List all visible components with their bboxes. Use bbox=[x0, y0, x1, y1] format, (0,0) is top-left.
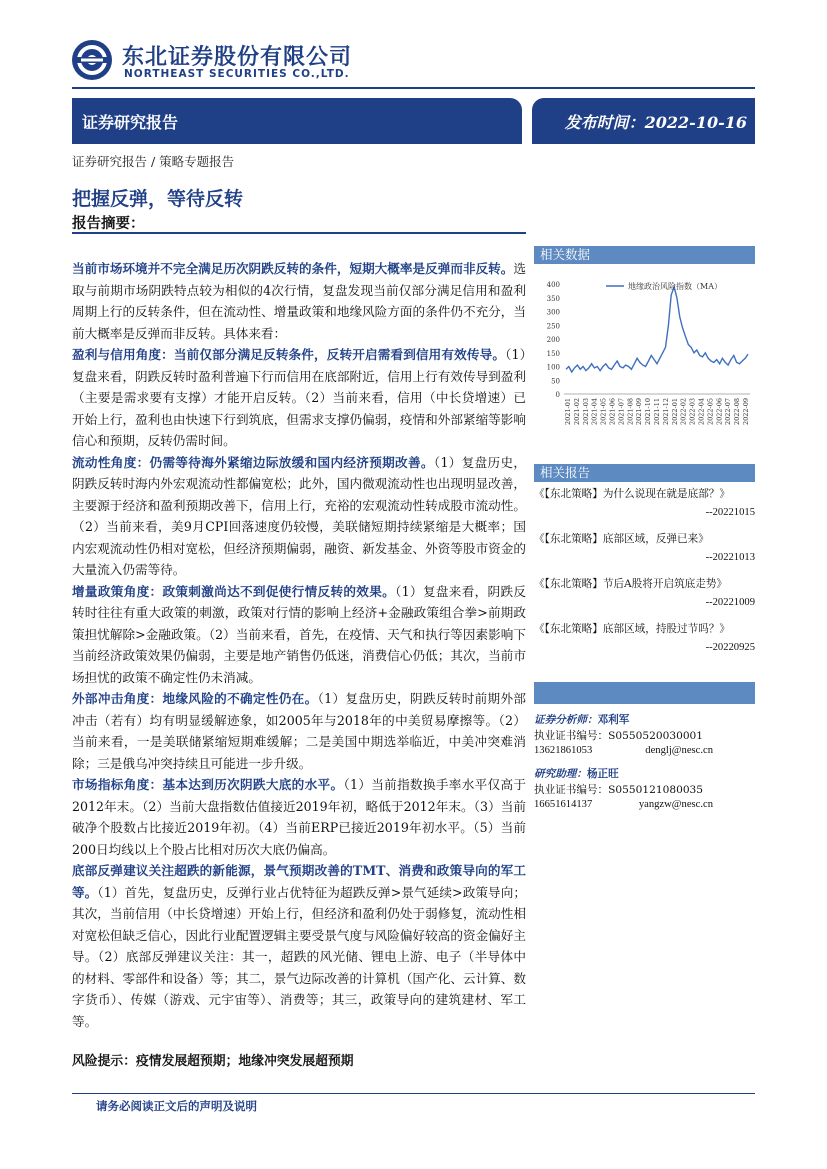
assistant-contact bbox=[534, 799, 755, 817]
y-tick-label: 0 bbox=[555, 391, 560, 399]
list-item[interactable] bbox=[534, 572, 755, 617]
x-tick-label: 2021-05 bbox=[599, 398, 608, 426]
x-tick-label: 2022-04 bbox=[697, 398, 706, 426]
paragraph-lead: 增量政策角度：政策刺激尚达不到促使行情反转的效果。 bbox=[72, 583, 396, 599]
footer-disclaimer: 请务必阅读正文后的声明及说明 bbox=[96, 1099, 257, 1113]
report-type-label: 证券研究报告 bbox=[82, 113, 179, 132]
x-tick-label: 2022-02 bbox=[679, 398, 688, 426]
abstract-paragraph bbox=[72, 774, 526, 860]
assistant-block bbox=[534, 766, 755, 817]
x-tick-label: 2021-03 bbox=[581, 398, 590, 426]
assistant-cert: 执业证书编号：S0550121080035 bbox=[534, 784, 704, 796]
related-report-date: --20221015 bbox=[705, 507, 755, 518]
series-line bbox=[566, 287, 748, 372]
x-tick-label: 2021-04 bbox=[590, 398, 599, 426]
assistant-label: 研究助理： bbox=[534, 768, 587, 780]
x-tick-label: 2022-05 bbox=[706, 398, 715, 426]
x-tick-label: 2022-01 bbox=[670, 398, 679, 426]
related-data-heading: 相关数据 bbox=[534, 246, 755, 264]
x-tick-label: 2021-10 bbox=[644, 398, 653, 426]
abstract-heading: 报告摘要： bbox=[72, 215, 145, 232]
y-tick-label: 200 bbox=[546, 336, 560, 344]
paragraph-lead: 市场指标角度：基本达到历次阴跌大底的水平。 bbox=[72, 777, 344, 792]
analyst-email[interactable]: denglj@nesc.cn bbox=[645, 745, 713, 756]
abstract-paragraph bbox=[72, 344, 526, 452]
header-divider bbox=[72, 87, 755, 89]
paragraph-text: （1）当前指数换手率水平仅高于2012年末。（2）当前大盘指数估值接近2019年初，略低于2012年末。（3）当前破净个股数占比接近2019年初。（4）当前ERP已接近2019年初水平。（5）当前200日均线以上个股占比相对历次大底仍偏高。 bbox=[72, 777, 527, 857]
related-reports-list bbox=[534, 482, 755, 662]
analyst-block bbox=[534, 712, 755, 763]
x-tick-label: 2022-08 bbox=[733, 398, 742, 426]
x-tick-label: 2022-03 bbox=[688, 398, 697, 426]
paragraph-lead: 盈利与信用角度：当前仅部分满足反转条件，反转开启需看到信用有效传导。 bbox=[72, 347, 506, 362]
x-tick-label: 2021-11 bbox=[653, 398, 661, 426]
x-tick-label: 2022-09 bbox=[742, 398, 750, 426]
x-tick-label: 2022-06 bbox=[715, 398, 724, 426]
assistant-phone: 16651614137 bbox=[534, 799, 593, 810]
paragraph-text: （1）首先，复盘历史，反弹行业占优特征为超跌反弹>景气延续>政策导向；其次，当前信用（中长贷增速）开始上行，但经济和盈利仍处于弱修复，流动性相对宽松但缺乏信心，因此行业配置逻辑主要受景气度与风险偏好较高的资金偏好主导。（2）底部反弹建议关注：其一，超跌的风光储、锂电上游、电子（半导体中的材料、零部件和设备）等；其二，景气边际改善的计算机（国产化、云计算、数字货币）、传媒（游戏、元宇宙等）、消费等；其三，政策导向的建筑建材、军工等。 bbox=[72, 884, 526, 1029]
chart-svg bbox=[534, 272, 755, 450]
footer-divider bbox=[72, 1093, 755, 1094]
abstract-paragraph bbox=[72, 258, 526, 344]
analyst-cert: 执业证书编号：S0550520030001 bbox=[534, 730, 704, 742]
abstract-divider bbox=[72, 232, 526, 234]
x-tick-label: 2021-08 bbox=[626, 398, 635, 426]
sidebar-divider-bar bbox=[534, 682, 755, 704]
abstract-paragraph bbox=[72, 860, 526, 1032]
y-tick-label: 300 bbox=[546, 308, 560, 317]
x-tick-label: 2021-09 bbox=[635, 398, 644, 426]
risk-text: 疫情发展超预期；地缘冲突发展超预期 bbox=[135, 1054, 354, 1069]
abstract-paragraph bbox=[72, 688, 526, 774]
y-tick-label: 100 bbox=[546, 363, 560, 372]
paragraph-text: （1）复盘来看，阴跌反转时往往有重大政策的刺激，政策对行情的影响上经济+金融政策组合拳>前期政策担忧解除>金融政策。（2）当前来看，首先，在疫情、天气和执行等因素影响下当前经济政策效果仍偏弱，主要是地产销售仍低迷，消费信心仍低；其次，当前市场担忧的政策不确定性仍未消减。 bbox=[72, 583, 526, 685]
list-item[interactable] bbox=[534, 617, 755, 662]
company-logo-icon bbox=[72, 40, 112, 80]
analyst-contact bbox=[534, 745, 755, 763]
x-tick-label: 2021-12 bbox=[661, 398, 670, 426]
related-report-date: --20220925 bbox=[705, 642, 755, 653]
risk-warning bbox=[72, 1050, 354, 1069]
page-title: 把握反弹，等待反转 bbox=[72, 188, 244, 210]
legend-label: 地缘政治风险指数（MA） bbox=[628, 282, 722, 291]
y-tick-label: 250 bbox=[546, 322, 560, 331]
risk-label: 风险提示： bbox=[72, 1054, 136, 1069]
analyst-phone: 13621861053 bbox=[534, 745, 593, 756]
related-report-date: --20221013 bbox=[705, 552, 755, 563]
list-item[interactable] bbox=[534, 527, 755, 572]
paragraph-text: （1）复盘历史，阴跌反转时前期外部冲击（若有）均有明显缓解迹象，如2005年与2018年的中美贸易摩擦等。（2）当前来看，一是美联储紧缩短期难缓解；二是美国中期选举临近，中美冲突难消除；三是俄乌冲突持续且可能进一步升级。 bbox=[72, 691, 527, 771]
abstract-body bbox=[72, 258, 526, 1032]
paragraph-text: 选取与前期市场阴跌特点较为相似的4次行情，复盘发现当前仅部分满足信用和盈利周期上行的反转条件，但在流动性、增量政策和地缘风险方面的条件仍不充分，当前大概率是反弹而非反转。具体来看： bbox=[72, 261, 526, 341]
x-tick-label: 2021-01 bbox=[564, 398, 572, 426]
related-report-title[interactable]: 《【东北策略】为什么说现在就是底部？》 bbox=[534, 488, 730, 500]
risk-index-chart bbox=[534, 272, 755, 450]
analyst-label: 证券分析师： bbox=[534, 714, 598, 726]
publish-date-banner bbox=[532, 98, 755, 144]
related-reports-heading: 相关报告 bbox=[534, 464, 755, 482]
breadcrumb: 证券研究报告 / 策略专题报告 bbox=[72, 154, 235, 169]
paragraph-text: （1）复盘历史，阴跌反转时海内外宏观流动性都偏宽松；此外，国内微观流动性也出现明显改善，主要源于经济和盈利预期改善下，信用上行，充裕的宏观流动性转成股市流动性。（2）当前来看，美9月CPI回落速度仍较慢，美联储短期持续紧缩是大概率；国内宏观流动性仍相对宽松，但经济预期偏弱，融资、新发基金、外资等股市资金的大量流入仍需等待。 bbox=[72, 454, 526, 577]
publish-date-label: 发布时间：2022-10-16 bbox=[564, 113, 747, 132]
paragraph-lead: 外部冲击角度：地缘风险的不确定性仍在。 bbox=[72, 691, 318, 706]
paragraph-lead: 流动性角度：仍需等待海外紧缩边际放缓和国内经济预期改善。 bbox=[72, 454, 434, 470]
x-tick-label: 2021-07 bbox=[617, 398, 626, 426]
y-tick-label: 150 bbox=[546, 349, 560, 358]
assistant-name: 杨正旺 bbox=[586, 768, 619, 780]
x-tick-label: 2021-06 bbox=[608, 398, 617, 426]
related-report-title[interactable]: 《【东北策略】底部区域，反弹已来》 bbox=[534, 533, 709, 545]
y-tick-label: 350 bbox=[546, 294, 560, 303]
related-report-title[interactable]: 《【东北策略】节后A股将开启筑底走势》 bbox=[534, 578, 728, 590]
x-tick-label: 2021-02 bbox=[572, 398, 581, 426]
abstract-paragraph bbox=[72, 581, 526, 689]
y-tick-label: 400 bbox=[546, 281, 560, 289]
paragraph-lead: 底部反弹建议关注超跌的新能源，景气预期改善的TMT、消费和政策导向的军工等。 bbox=[72, 863, 526, 900]
related-report-title[interactable]: 《【东北策略】底部区域，持股过节吗？》 bbox=[534, 623, 730, 635]
assistant-email[interactable]: yangzw@nesc.cn bbox=[638, 799, 713, 810]
paragraph-lead: 当前市场环境并不完全满足历次阴跌反转的条件，短期大概率是反弹而非反转。 bbox=[72, 261, 514, 276]
company-name-en: NORTHEAST SECURITIES CO.,LTD. bbox=[124, 68, 350, 80]
abstract-paragraph bbox=[72, 452, 526, 581]
related-report-date: --20221009 bbox=[705, 597, 755, 608]
analyst-name: 邓利军 bbox=[597, 714, 630, 726]
paragraph-text: （1）复盘来看，阴跌反转时盈利普遍下行而信用在底部附近，信用上行有效传导到盈利（主要是需求要有支撑）才能开启反转。（2）当前来看，信用（中长贷增速）已开始上行，盈利也由快速下行到筑底，但需求支撑仍偏弱，疫情和外部紧缩等影响信心和预期，反转仍需时间。 bbox=[72, 347, 526, 448]
x-tick-label: 2022-07 bbox=[724, 398, 733, 426]
list-item[interactable] bbox=[534, 482, 755, 527]
report-type-banner bbox=[72, 98, 522, 144]
company-name-cn: 东北证券股份有限公司 bbox=[122, 45, 353, 70]
y-tick-label: 50 bbox=[551, 377, 560, 386]
